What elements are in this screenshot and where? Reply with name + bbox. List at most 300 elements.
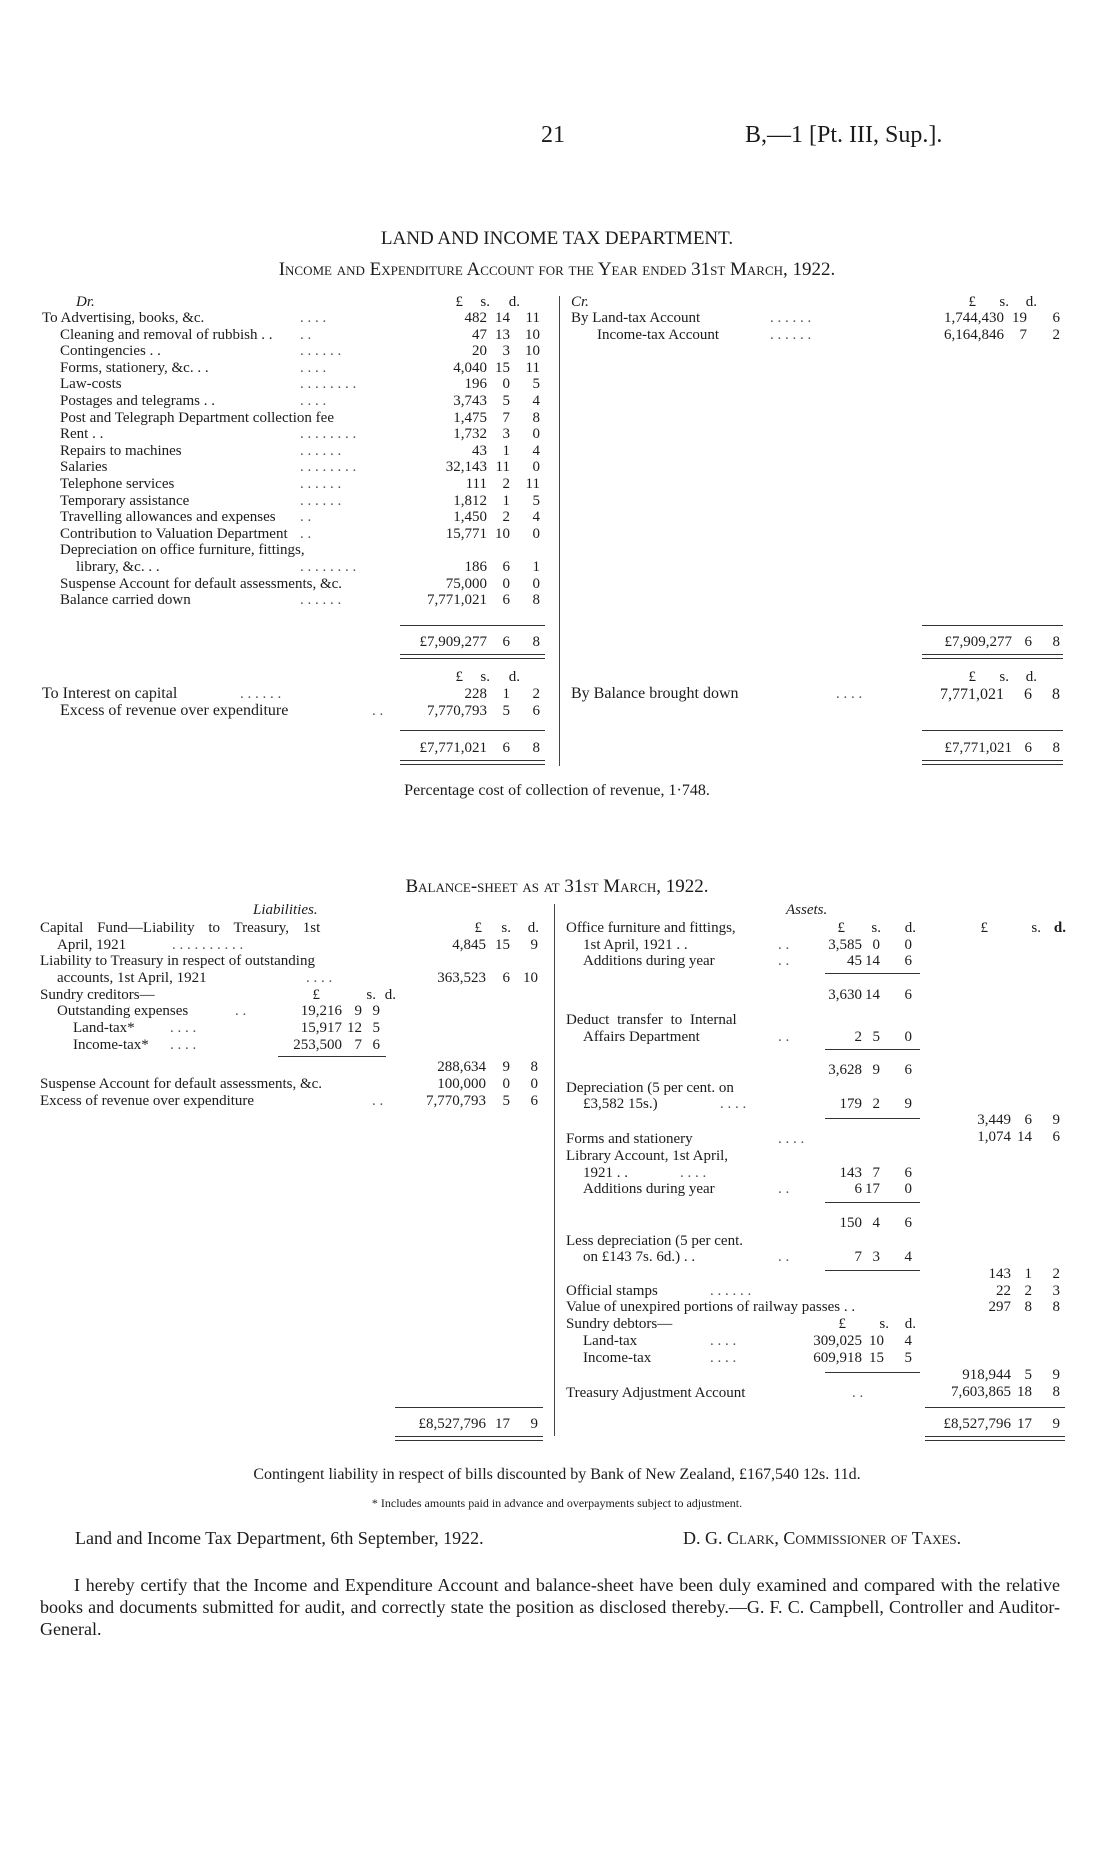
stamps-amount-shillings: 2 <box>1024 1283 1032 1299</box>
liabilities-total-pounds: £8,527,796 <box>418 1416 486 1432</box>
dr-item-amount-pounds: 1,812 <box>453 492 487 509</box>
dr-item-dots: . . . . . . . . <box>300 459 357 476</box>
dr-item-dots: . . . . . . . . <box>300 426 357 443</box>
dr-item-amount-shillings: 2 <box>502 509 510 526</box>
dr2-total-double-rule <box>400 760 545 765</box>
depreciation-amount-pounds: 179 <box>839 1096 862 1112</box>
dr-item-amount-shillings: 5 <box>502 393 510 409</box>
sundry-creditors-label: Sundry creditors— <box>40 987 155 1003</box>
dr-total-2-shillings: 6 <box>502 740 510 756</box>
treasury-line-2: accounts, 1st April, 1921 <box>57 970 207 986</box>
dr-item-amount-pounds: 1,732 <box>453 426 487 443</box>
library-depreciation-line-1: Less depreciation (5 per cent. <box>566 1233 744 1249</box>
dr-item-dots: . . . . <box>300 359 327 376</box>
office-additions-label: Additions during year <box>583 953 715 969</box>
railway-passes-label: Value of unexpired portions of railway passes . . <box>566 1299 856 1315</box>
office-subtotal-1-pence: 6 <box>904 987 912 1003</box>
dr2-total-rule <box>400 730 545 731</box>
deduct-amount-shillings: 5 <box>872 1029 880 1045</box>
page-number: 21 <box>541 122 565 148</box>
cr-total-1-pence: 8 <box>1052 634 1060 650</box>
debtors-total-pence: 9 <box>1052 1367 1060 1383</box>
cr2-item: By Balance brought down <box>571 685 739 702</box>
capital-fund-amount-pence: 9 <box>530 937 538 953</box>
library-depreciation-line-2: on £143 7s. 6d.) . . <box>583 1249 696 1265</box>
creditor-amount-pence: 9 <box>372 1003 380 1019</box>
library-depreciation-amount-shillings: 3 <box>872 1249 880 1265</box>
dr-item-amount-pence: 4 <box>532 509 540 526</box>
liab-total-double-rule <box>395 1436 543 1441</box>
dr2-item-amount-pounds: 228 <box>464 686 487 702</box>
dr-item-amount-pence: 0 <box>532 426 540 443</box>
dr-item: Contribution to Valuation Department <box>60 525 288 542</box>
dr-item-amount-pence: 4 <box>532 393 540 409</box>
dr-item-amount-pounds: 4,040 <box>453 359 487 376</box>
dr-item-dots: . . <box>300 326 312 343</box>
depreciation-amount-pence: 9 <box>904 1096 912 1112</box>
cr2-total-double-rule <box>922 760 1063 765</box>
debtors-pence-header: d. <box>904 1316 916 1332</box>
creditor-item: Land-tax* <box>73 1020 135 1036</box>
dr-item: Balance carried down <box>60 592 191 609</box>
creditor-amount-pence: 6 <box>372 1037 380 1053</box>
cr-total-2-shillings: 6 <box>1024 740 1032 756</box>
cr-item: Income-tax Account <box>597 327 720 343</box>
asset-total-pounds-header: £ <box>980 920 988 936</box>
dr-label: Dr. <box>76 294 95 310</box>
library-amount-pounds: 143 <box>839 1165 862 1181</box>
cr-item-amount-pounds: 6,164,846 <box>944 327 1004 343</box>
creditor-item-dots: . . . . <box>170 1020 197 1036</box>
contingent-note: Contingent liability in respect of bills discounted by Bank of New Zealand, £167,540 12s. 11d. <box>253 1466 861 1483</box>
dr2-item: Excess of revenue over expenditure <box>60 702 289 719</box>
dr-item-amount-pounds: 47 <box>472 326 487 343</box>
cr2-item-amount-pounds: 7,771,021 <box>940 686 1004 703</box>
dr-item-amount-pence: 10 <box>525 326 540 343</box>
dr2-item-amount-shillings: 1 <box>502 686 510 702</box>
dr-item-amount-shillings: 0 <box>502 575 510 592</box>
suspense-label: Suspense Account for default assessments, &c. <box>40 1076 323 1092</box>
library-amount-shillings: 7 <box>872 1165 880 1181</box>
suspense-amount-pounds: 100,000 <box>437 1076 486 1092</box>
creditor-amount-shillings: 9 <box>354 1003 362 1019</box>
suspense-amount-pence: 0 <box>530 1076 538 1092</box>
cr2-currency-shillings: s. <box>999 669 1009 685</box>
debtors-total-shillings: 5 <box>1024 1367 1032 1383</box>
creditor-item: Outstanding expenses <box>57 1003 189 1019</box>
treasury-adjustment-amount-pounds: 7,603,865 <box>951 1384 1011 1400</box>
footnote: * Includes amounts paid in advance and overpayments subject to adjustment. <box>371 1496 743 1510</box>
creditor-amount-pounds: 15,917 <box>300 1020 342 1036</box>
library-rule-1 <box>825 1202 920 1203</box>
library-line-1: Library Account, 1st April, <box>566 1148 729 1164</box>
dr-item: Travelling allowances and expenses <box>60 509 276 526</box>
library-net-amount-pounds: 143 <box>988 1266 1011 1282</box>
dr2-item-amount-pence: 2 <box>532 686 540 702</box>
creditors-pounds-header: £ <box>312 987 320 1003</box>
dr-currency-pence: d. <box>508 294 520 310</box>
dr-item: To Advertising, books, &c. <box>42 310 205 326</box>
treasury-adjustment-amount-shillings: 18 <box>1017 1384 1032 1400</box>
stamps-label: Official stamps <box>566 1283 658 1299</box>
dr-item: Salaries <box>60 459 108 476</box>
forms-label: Forms and stationery <box>566 1131 693 1147</box>
department-signoff: Land and Income Tax Department, 6th September, 1922. <box>75 1528 484 1548</box>
office-net-amount-shillings: 6 <box>1024 1112 1032 1128</box>
dr-item-amount-shillings: 13 <box>495 326 510 343</box>
dr2-item-amount-shillings: 5 <box>502 703 510 719</box>
dr-item-dots: . . <box>300 509 312 526</box>
depreciation-dots: . . . . <box>720 1096 747 1112</box>
sundry-debtors-label: Sundry debtors— <box>566 1316 673 1332</box>
dr-item: library, &c. . . <box>76 559 160 575</box>
stamps-dots: . . . . . . <box>710 1283 752 1299</box>
liab-pounds-header: £ <box>474 920 482 936</box>
dr-item-amount-pence: 0 <box>532 525 540 542</box>
dr-item: Rent . . <box>60 426 104 443</box>
dr2-currency-shillings: s. <box>480 669 490 685</box>
cr2-total-rule <box>922 730 1063 731</box>
cr-total-1-shillings: 6 <box>1024 634 1032 650</box>
dr-item-amount-shillings: 3 <box>502 426 510 443</box>
assets-total-pence: 9 <box>1052 1416 1060 1432</box>
library-additions-amount-pence: 0 <box>904 1181 912 1197</box>
treasury-adjustment-amount-pence: 8 <box>1052 1384 1060 1400</box>
office-additions-amount-pence: 6 <box>904 953 912 969</box>
dr-item-amount-shillings: 6 <box>502 592 510 609</box>
stamps-amount-pounds: 22 <box>996 1283 1011 1299</box>
creditors-total-shillings: 9 <box>502 1059 510 1075</box>
cr-label: Cr. <box>571 294 589 310</box>
railway-passes-amount-shillings: 8 <box>1024 1299 1032 1315</box>
dr2-currency-pounds: £ <box>455 669 463 685</box>
creditors-total-pence: 8 <box>530 1059 538 1075</box>
cr-item-amount-pence: 6 <box>1052 310 1060 326</box>
cr-total-rule <box>922 625 1063 626</box>
library-net-amount-shillings: 1 <box>1024 1266 1032 1282</box>
office-amount-pounds: 3,585 <box>828 937 862 953</box>
treasury-amount-pence: 10 <box>523 970 538 986</box>
office-rule-1 <box>825 973 920 974</box>
excess-amount-pence: 6 <box>530 1093 538 1109</box>
dr-item: Cleaning and removal of rubbish . . <box>60 326 273 343</box>
capital-fund-dots: . . . . . . . . . . <box>172 937 244 953</box>
debtor-amount-shillings: 15 <box>869 1350 884 1366</box>
dr2-item-dots: . . <box>372 703 384 719</box>
debtor-amount-pence: 4 <box>904 1333 912 1349</box>
cr-total-2-pounds: £7,771,021 <box>944 740 1012 756</box>
cr-item-amount-shillings: 7 <box>1019 327 1027 343</box>
debtors-pounds-header: £ <box>838 1316 846 1332</box>
creditor-amount-shillings: 12 <box>347 1020 362 1036</box>
library-additions-dots: . . <box>778 1181 790 1197</box>
dr-item-amount-pounds: 75,000 <box>445 575 487 592</box>
liabilities-label: Liabilities. <box>253 902 318 918</box>
dr-item-amount-pounds: 20 <box>472 343 487 360</box>
dr-item-amount-shillings: 1 <box>502 442 510 459</box>
debtor-amount-pounds: 309,025 <box>813 1333 862 1349</box>
dr-item-amount-pence: 8 <box>532 592 540 609</box>
dr-item: Temporary assistance <box>60 492 190 509</box>
bs-divider <box>554 904 555 1436</box>
dr-total-1-pounds: £7,909,277 <box>419 634 487 650</box>
debtor-item-dots: . . . . <box>710 1350 737 1366</box>
deduct-amount-pounds: 2 <box>854 1029 862 1045</box>
dr-item-amount-pence: 10 <box>525 343 540 360</box>
capital-fund-amount-pounds: 4,845 <box>452 937 486 953</box>
creditor-amount-pounds: 19,216 <box>300 1003 342 1019</box>
treasury-amount-shillings: 6 <box>502 970 510 986</box>
cr-item: By Land-tax Account <box>571 310 701 326</box>
assets-label: Assets. <box>786 902 828 918</box>
depreciation-line-2: £3,582 15s.) <box>583 1096 658 1112</box>
treasury-amount-pounds: 363,523 <box>437 970 486 986</box>
dr-item-dots: . . . . . . . . <box>300 376 357 393</box>
cr2-item-amount-shillings: 6 <box>1024 686 1032 703</box>
dr-item-amount-pence: 4 <box>532 442 540 459</box>
dr-item-amount-pence: 11 <box>525 359 540 376</box>
office-subtotal-2-pounds: 3,628 <box>828 1062 862 1078</box>
creditors-total-pounds: 288,634 <box>437 1059 486 1075</box>
treasury-adjustment-dots: . . <box>852 1385 864 1401</box>
dr-item-amount-pence: 0 <box>532 575 540 592</box>
dr-item: Contingencies . . <box>60 343 161 360</box>
dr-item: Post and Telegraph Department collection fee <box>60 409 334 426</box>
dr-item-amount-pounds: 111 <box>465 476 487 492</box>
dr-item-amount-pounds: 15,771 <box>445 525 487 542</box>
liab-pence-header: d. <box>527 920 539 936</box>
dr-item-amount-shillings: 0 <box>502 376 510 393</box>
office-additions-amount-pounds: 45 <box>847 953 862 969</box>
asset-pence-header: d. <box>904 920 916 936</box>
office-additions-amount-shillings: 14 <box>865 953 880 969</box>
excess-amount-pounds: 7,770,793 <box>426 1093 486 1109</box>
dr-item-amount-pounds: 3,743 <box>453 393 487 409</box>
dr-item-amount-shillings: 3 <box>502 343 510 360</box>
commissioner-signoff: D. G. Clark, Commissioner of Taxes. <box>683 1528 962 1548</box>
library-subtotal-pounds: 150 <box>839 1215 862 1231</box>
dr-item-amount-pounds: 196 <box>464 376 487 393</box>
deduct-amount-pence: 0 <box>904 1029 912 1045</box>
page-reference: B,—1 [Pt. III, Sup.]. <box>745 122 943 148</box>
dr-item-amount-shillings: 7 <box>502 409 510 426</box>
cr2-item-dots: . . . . <box>836 686 863 702</box>
dr-item-amount-shillings: 15 <box>495 359 510 376</box>
treasury-dots: . . . . <box>306 970 333 986</box>
cr-currency-pence: d. <box>1025 294 1037 310</box>
dr2-item: To Interest on capital <box>42 685 178 702</box>
office-amount-pence: 0 <box>904 937 912 953</box>
depreciation-amount-shillings: 2 <box>872 1096 880 1112</box>
excess-dots: . . <box>372 1093 384 1109</box>
deduct-line-2: Affairs Department <box>583 1029 700 1045</box>
dr-item-dots: . . . . . . <box>300 442 342 459</box>
stamps-amount-pence: 3 <box>1052 1283 1060 1299</box>
treasury-line-1: Liability to Treasury in respect of outstanding <box>40 953 315 969</box>
library-depreciation-dots: . . <box>778 1249 790 1265</box>
office-subtotal-1-shillings: 14 <box>865 987 880 1003</box>
office-line-1: Office furniture and fittings, <box>566 920 736 936</box>
dr2-item-amount-pounds: 7,770,793 <box>427 703 487 719</box>
railway-passes-amount-pence: 8 <box>1052 1299 1060 1315</box>
creditor-item-dots: . . <box>235 1003 247 1019</box>
debtors-shillings-header: s. <box>879 1316 889 1332</box>
library-dots: . . . . <box>680 1165 707 1181</box>
library-additions-amount-shillings: 17 <box>865 1181 880 1197</box>
liab-shillings-header: s. <box>501 920 511 936</box>
dr2-item-dots: . . . . . . <box>240 686 282 702</box>
creditors-pence-header: d. <box>384 987 396 1003</box>
dr-item-amount-pounds: 43 <box>472 442 487 459</box>
dr-item-amount-pence: 8 <box>532 409 540 426</box>
dr-item: Suspense Account for default assessments, &c. <box>60 575 343 592</box>
dr-item-amount-shillings: 11 <box>495 459 510 476</box>
library-amount-pence: 6 <box>904 1165 912 1181</box>
asset-pounds-header: £ <box>837 920 845 936</box>
creditor-amount-pounds: 253,500 <box>293 1037 342 1053</box>
dr-item-amount-pounds: 1,450 <box>453 509 487 526</box>
cr2-currency-pence: d. <box>1025 669 1037 685</box>
dr-item-amount-pounds: 7,771,021 <box>427 592 487 609</box>
dr-item-amount-pounds: 1,475 <box>453 409 487 426</box>
dr-item-dots: . . . . . . <box>300 592 342 609</box>
cr-total-double-rule <box>922 654 1063 659</box>
forms-amount-pounds: 1,074 <box>977 1129 1011 1145</box>
library-net-amount-pence: 2 <box>1052 1266 1060 1282</box>
dr-item-dots: . . . . <box>300 393 327 409</box>
dr-item-dots: . . . . . . <box>300 476 342 492</box>
dr-total-2-pence: 8 <box>532 740 540 756</box>
creditors-rule <box>278 1056 386 1057</box>
dr-item-dots: . . . . <box>300 310 327 326</box>
dr-item-amount-shillings: 14 <box>495 310 510 326</box>
creditor-amount-shillings: 7 <box>354 1037 362 1053</box>
dr-item-dots: . . . . . . <box>300 343 342 360</box>
dr-item-dots: . . . . . . . . <box>300 559 357 575</box>
liab-total-rule <box>395 1407 543 1408</box>
capital-fund-line-1: Capital Fund—Liability to Treasury, 1st <box>40 920 321 936</box>
dr-item-amount-shillings: 2 <box>502 476 510 492</box>
liabilities-total-pence: 9 <box>530 1416 538 1432</box>
cr-currency-pounds: £ <box>968 294 976 310</box>
debtors-total-pounds: 918,944 <box>962 1367 1011 1383</box>
dr-total-rule <box>400 625 545 626</box>
library-additions-label: Additions during year <box>583 1181 715 1197</box>
cr-item-dots: . . . . . . <box>770 327 812 343</box>
asset-total-pence-header: d. <box>1053 920 1066 936</box>
treasury-adjustment-label: Treasury Adjustment Account <box>566 1385 746 1401</box>
cr-total-2-pence: 8 <box>1052 740 1060 756</box>
department-title: LAND AND INCOME TAX DEPARTMENT. <box>380 228 734 249</box>
library-depreciation-amount-pence: 4 <box>904 1249 912 1265</box>
office-line-2-dots: . . <box>778 937 790 953</box>
cr-item-amount-pounds: 1,744,430 <box>944 310 1004 326</box>
office-rule-2 <box>825 1049 920 1050</box>
cr-item-dots: . . . . . . <box>770 310 812 326</box>
dr-total-1-pence: 8 <box>532 634 540 650</box>
dr-total-2-pounds: £7,771,021 <box>419 740 487 756</box>
forms-amount-shillings: 14 <box>1017 1129 1032 1145</box>
office-line-2: 1st April, 1921 . . <box>583 937 688 953</box>
office-net-amount-pence: 9 <box>1052 1112 1060 1128</box>
dr-item: Postages and telegrams . . <box>60 393 215 409</box>
deduct-dots: . . <box>778 1029 790 1045</box>
office-subtotal-2-pence: 6 <box>904 1062 912 1078</box>
forms-amount-pence: 6 <box>1052 1129 1060 1145</box>
account-title: Income and Expenditure Account for the Year ended 31st March, 1922. <box>278 259 836 280</box>
dr-currency-pounds: £ <box>455 294 463 310</box>
dr-item-amount-pence: 5 <box>532 376 540 393</box>
asset-total-shillings-header: s. <box>1031 920 1041 936</box>
dr-item-amount-pounds: 186 <box>464 559 487 575</box>
cr-currency-shillings: s. <box>999 294 1009 310</box>
balance-sheet-title: Balance-sheet as at 31st March, 1922. <box>405 876 709 897</box>
dr-item: Forms, stationery, &c. . . <box>60 359 209 376</box>
office-additions-dots: . . <box>778 953 790 969</box>
dr-item-amount-pence: 0 <box>532 459 540 476</box>
cr-total-1-pounds: £7,909,277 <box>944 634 1012 650</box>
debtor-amount-pence: 5 <box>904 1350 912 1366</box>
dr-item-amount-pence: 1 <box>532 559 540 575</box>
dr-item-dots: . . <box>300 525 312 542</box>
dr2-item-amount-pence: 6 <box>532 703 540 719</box>
dr-item: Telephone services <box>60 476 175 492</box>
railway-passes-amount-pounds: 297 <box>988 1299 1011 1315</box>
depreciation-line-1: Depreciation (5 per cent. on <box>566 1080 734 1096</box>
deduct-line-1: Deduct transfer to Internal <box>566 1012 737 1028</box>
asset-shillings-header: s. <box>871 920 881 936</box>
cr-item-amount-pence: 2 <box>1052 327 1060 343</box>
capital-fund-amount-shillings: 15 <box>495 937 510 953</box>
library-subtotal-shillings: 4 <box>872 1215 880 1231</box>
office-amount-shillings: 0 <box>872 937 880 953</box>
certification-text: I hereby certify that the Income and Expenditure Account and balance-sheet have been duly examined and compared with the relative books and documents submitted for audit, and correctly state the position as disclosed thereby.—G. F. C. Campbell, Controller and Auditor-General. <box>40 1575 1060 1639</box>
assets-total-pounds: £8,527,796 <box>943 1416 1011 1432</box>
creditor-item: Income-tax* <box>73 1037 149 1053</box>
office-subtotal-2-shillings: 9 <box>872 1062 880 1078</box>
debtor-item-dots: . . . . <box>710 1333 737 1349</box>
dr-item-amount-pounds: 32,143 <box>445 459 487 476</box>
debtor-amount-pounds: 609,918 <box>813 1350 862 1366</box>
debtor-item: Income-tax <box>583 1350 652 1366</box>
dr-item-amount-pounds: 482 <box>464 310 487 326</box>
debtor-amount-shillings: 10 <box>869 1333 884 1349</box>
suspense-amount-shillings: 0 <box>502 1076 510 1092</box>
library-line-2: 1921 . . <box>583 1165 628 1181</box>
liabilities-total-shillings: 17 <box>495 1416 510 1432</box>
dr-item-amount-pence: 5 <box>532 492 540 509</box>
dr2-currency-pence: d. <box>508 669 520 685</box>
dr-item-amount-shillings: 1 <box>502 492 510 509</box>
creditor-amount-pence: 5 <box>372 1020 380 1036</box>
dr-item-amount-pence: 11 <box>525 476 540 492</box>
library-depreciation-amount-pounds: 7 <box>854 1249 862 1265</box>
assets-total-double-rule <box>925 1436 1065 1441</box>
library-subtotal-pence: 6 <box>904 1215 912 1231</box>
dr-currency-shillings: s. <box>480 294 490 310</box>
debtor-item: Land-tax <box>583 1333 638 1349</box>
forms-dots: . . . . <box>778 1131 805 1147</box>
office-net-amount-pounds: 3,449 <box>977 1112 1011 1128</box>
excess-amount-shillings: 5 <box>502 1093 510 1109</box>
office-subtotal-1-pounds: 3,630 <box>828 987 862 1003</box>
ie-divider <box>559 296 560 766</box>
cr2-currency-pounds: £ <box>968 669 976 685</box>
dr-item: Depreciation on office furniture, fittings, <box>60 542 305 559</box>
dr-total-1-shillings: 6 <box>502 634 510 650</box>
dr-item-amount-pence: 11 <box>525 310 540 326</box>
percentage-note: Percentage cost of collection of revenue, 1·748. <box>404 782 710 799</box>
